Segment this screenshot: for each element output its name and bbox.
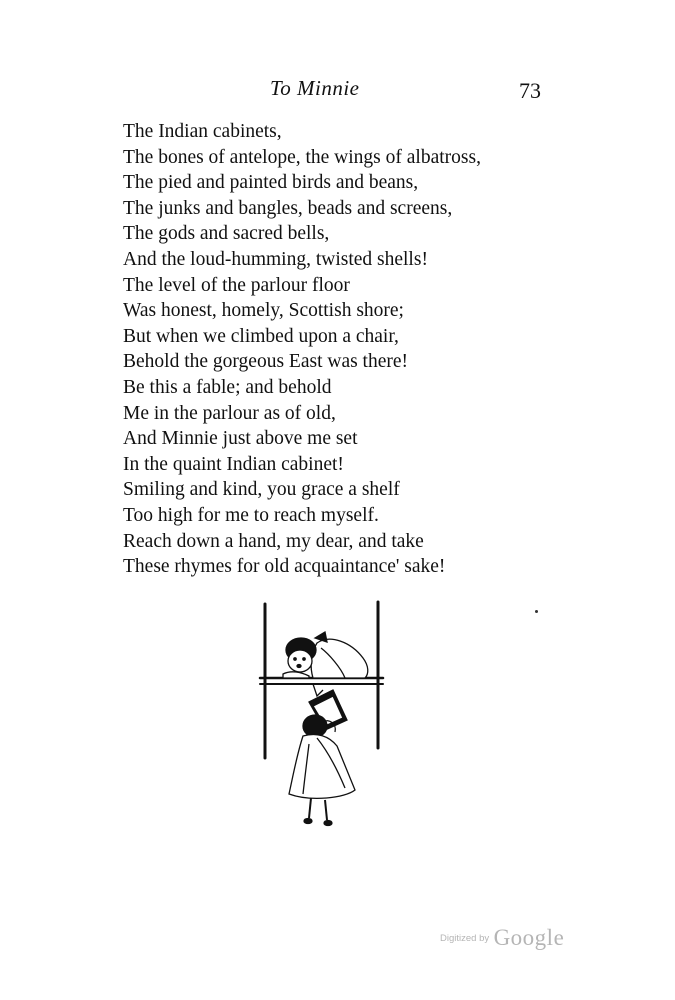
poem-line: Smiling and kind, you grace a shelf: [123, 479, 400, 501]
poem-line: The bones of antelope, the wings of albatross,: [123, 146, 481, 168]
poem-line: But when we climbed upon a chair,: [123, 325, 399, 347]
poem: [123, 119, 563, 580]
child-reaching-figure: [289, 684, 355, 826]
page-number: 73: [519, 78, 541, 103]
stray-mark: [535, 610, 538, 613]
poem-line: Me in the parlour as of old,: [123, 402, 336, 424]
poem-line: Behold the gorgeous East was there!: [123, 351, 409, 373]
poem-line: And Minnie just above me set: [123, 428, 358, 450]
poem-line: In the quaint Indian cabinet!: [123, 453, 344, 475]
digitized-watermark: [440, 925, 564, 951]
poem-line: Reach down a hand, my dear, and take: [123, 530, 424, 552]
watermark-prefix: Digitized by: [440, 933, 490, 944]
poem-line: Be this a fable; and behold: [123, 376, 332, 398]
minnie-figure: [283, 632, 368, 678]
poem-line: The Indian cabinets,: [123, 121, 282, 142]
poem-line: The junks and bangles, beads and screens,: [123, 197, 453, 219]
poem-line: Too high for me to reach myself.: [123, 504, 379, 526]
poem-line: And the loud-humming, twisted shells!: [123, 248, 428, 270]
poem-line: The level of the parlour floor: [123, 274, 350, 296]
poem-line: The pied and painted birds and beans,: [123, 172, 419, 194]
illustration-children-cabinet: [255, 598, 385, 843]
poem-line: The gods and sacred bells,: [123, 223, 330, 245]
running-title: To Minnie: [270, 76, 360, 100]
poem-line: Was honest, homely, Scottish shore;: [123, 300, 404, 322]
poem-line: These rhymes for old acquaintance' sake!: [123, 556, 446, 578]
watermark-brand: Google: [493, 925, 565, 950]
running-head: [0, 70, 675, 110]
